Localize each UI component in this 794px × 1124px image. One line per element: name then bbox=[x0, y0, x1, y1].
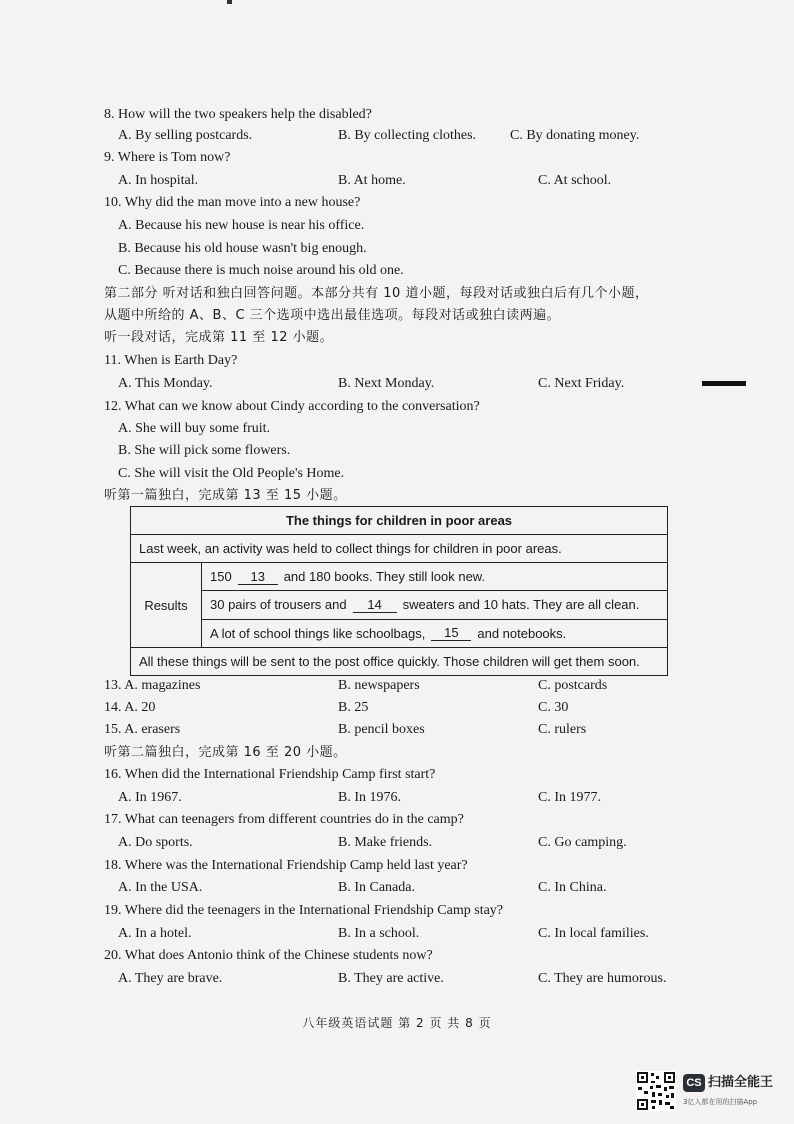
question-8: 8. How will the two speakers help the disabled? bbox=[104, 107, 372, 122]
part2-instruction-1: 第二部分 听对话和独白回答问题。本部分共有 10 道小题，每段对话或独白后有几个小题， bbox=[104, 286, 649, 301]
option-10b: B. Because his old house wasn't big enough. bbox=[118, 241, 367, 256]
question-12: 12. What can we know about Cindy according to the conversation? bbox=[104, 399, 480, 414]
option-13a: 13. A. magazines bbox=[104, 678, 201, 693]
option-12b: B. She will pick some flowers. bbox=[118, 443, 291, 458]
table-title: The things for children in poor areas bbox=[131, 507, 667, 535]
option-11b: B. Next Monday. bbox=[338, 376, 435, 391]
results-line-1 bbox=[202, 563, 667, 591]
question-11: 11. When is Earth Day? bbox=[104, 353, 238, 368]
option-17a: A. Do sports. bbox=[118, 835, 193, 850]
table-footer: All these things will be sent to the post office quickly. Those children will get them soon. bbox=[139, 654, 640, 669]
result2-prefix: 30 pairs of trousers and bbox=[210, 597, 347, 613]
option-8b: B. By collecting clothes. bbox=[338, 128, 477, 143]
page-footer: 八年级英语试题 第 2 页 共 8 页 bbox=[302, 1016, 492, 1030]
option-16a: A. In 1967. bbox=[118, 790, 182, 805]
option-16b: B. In 1976. bbox=[338, 790, 401, 805]
option-8a: A. By selling postcards. bbox=[118, 128, 253, 143]
option-15a: 15. A. erasers bbox=[104, 722, 181, 737]
option-11c: C. Next Friday. bbox=[538, 376, 625, 391]
scanner-app-title: 扫描全能王 bbox=[708, 1075, 774, 1090]
info-table bbox=[130, 506, 668, 676]
qr-code-icon bbox=[636, 1071, 676, 1111]
part2-instruction-2: 从题中所给的 A、B、C 三个选项中选出最佳选项。每段对话或独白读两遍。 bbox=[104, 308, 561, 323]
question-19: 19. Where did the teenagers in the International Friendship Camp stay? bbox=[104, 903, 504, 918]
result3-suffix: and notebooks. bbox=[477, 625, 567, 641]
option-10a: A. Because his new house is near his office. bbox=[118, 218, 365, 233]
option-20b: B. They are active. bbox=[338, 971, 444, 986]
option-17c: C. Go camping. bbox=[538, 835, 627, 850]
blank-15: 15 bbox=[431, 625, 471, 641]
scan-artifact bbox=[227, 0, 232, 4]
option-9c: C. At school. bbox=[538, 173, 612, 188]
option-8c: C. By donating money. bbox=[510, 128, 640, 143]
dialogue-intro: 听一段对话，完成第 11 至 12 小题。 bbox=[104, 330, 334, 345]
result2-suffix: sweaters and 10 hats. They are all clean. bbox=[402, 597, 640, 613]
scanner-app-subtitle: 3亿人都在用的扫描App bbox=[683, 1098, 758, 1106]
option-19c: C. In local families. bbox=[538, 926, 649, 941]
results-line-2 bbox=[202, 591, 667, 619]
option-17b: B. Make friends. bbox=[338, 835, 433, 850]
option-15b: B. pencil boxes bbox=[338, 722, 425, 737]
option-19b: B. In a school. bbox=[338, 926, 420, 941]
blank-13: 13 bbox=[238, 569, 278, 585]
table-results-row bbox=[131, 563, 667, 648]
option-13c: C. postcards bbox=[538, 678, 608, 693]
option-12a: A. She will buy some fruit. bbox=[118, 421, 271, 436]
question-18: 18. Where was the International Friendship Camp held last year? bbox=[104, 858, 468, 873]
option-9b: B. At home. bbox=[338, 173, 406, 188]
monologue2-intro: 听第二篇独白，完成第 16 至 20 小题。 bbox=[104, 745, 347, 760]
margin-mark bbox=[702, 381, 746, 386]
option-14b: B. 25 bbox=[338, 700, 369, 715]
question-16: 16. When did the International Friendship Camp first start? bbox=[104, 767, 436, 782]
option-18b: B. In Canada. bbox=[338, 880, 415, 895]
question-10: 10. Why did the man move into a new house? bbox=[104, 195, 361, 210]
question-9: 9. Where is Tom now? bbox=[104, 150, 231, 165]
result1-suffix: and 180 books. They still look new. bbox=[283, 569, 486, 585]
result3-prefix: A lot of school things like schoolbags, bbox=[210, 625, 426, 641]
results-label: Results bbox=[131, 563, 202, 647]
option-11a: A. This Monday. bbox=[118, 376, 213, 391]
option-18c: C. In China. bbox=[538, 880, 607, 895]
monologue1-intro: 听第一篇独白，完成第 13 至 15 小题。 bbox=[104, 488, 347, 503]
option-9a: A. In hospital. bbox=[118, 173, 199, 188]
option-19a: A. In a hotel. bbox=[118, 926, 192, 941]
option-13b: B. newspapers bbox=[338, 678, 420, 693]
option-12c: C. She will visit the Old People's Home. bbox=[118, 466, 345, 481]
camscanner-logo-icon: CS bbox=[683, 1074, 705, 1092]
option-20a: A. They are brave. bbox=[118, 971, 223, 986]
option-16c: C. In 1977. bbox=[538, 790, 601, 805]
table-intro: Last week, an activity was held to collect things for children in poor areas. bbox=[131, 535, 667, 563]
question-17: 17. What can teenagers from different countries do in the camp? bbox=[104, 812, 464, 827]
option-15c: C. rulers bbox=[538, 722, 587, 737]
results-line-3 bbox=[202, 620, 667, 647]
option-10c: C. Because there is much noise around his old one. bbox=[118, 263, 404, 278]
option-18a: A. In the USA. bbox=[118, 880, 203, 895]
option-20c: C. They are humorous. bbox=[538, 971, 667, 986]
option-14c: C. 30 bbox=[538, 700, 569, 715]
option-14a: 14. A. 20 bbox=[104, 700, 156, 715]
result1-prefix: 150 bbox=[210, 569, 232, 585]
blank-14: 14 bbox=[353, 597, 397, 613]
question-20: 20. What does Antonio think of the Chinese students now? bbox=[104, 948, 433, 963]
